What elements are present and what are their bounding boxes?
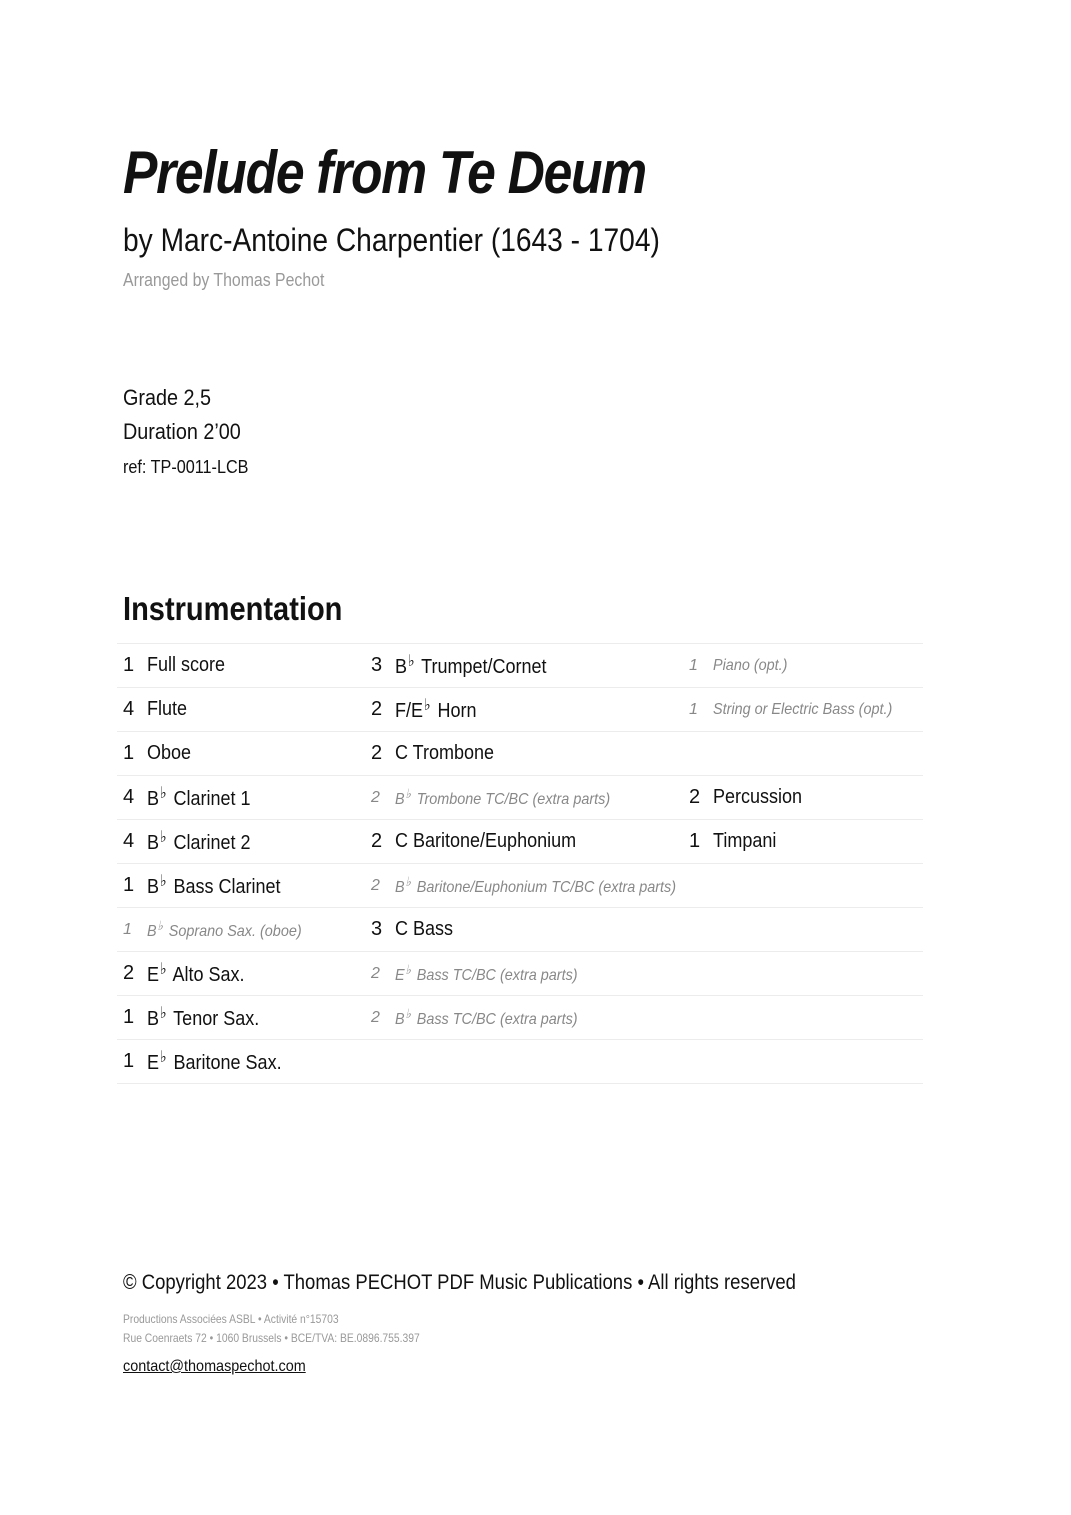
part-entry	[371, 908, 459, 951]
instrumentation-row	[117, 688, 923, 732]
instrumentation-row	[117, 820, 923, 864]
part-name: C Bass	[395, 918, 454, 940]
part-entry	[371, 644, 563, 687]
arranger-line: Arranged by Thomas Pechot	[123, 270, 325, 290]
part-entry	[123, 776, 262, 819]
instrumentation-row	[117, 908, 923, 952]
flat-sign: ♭	[159, 1049, 167, 1067]
part-name: Flute	[147, 698, 188, 720]
part-count: 1	[123, 1050, 135, 1072]
part-count: 2	[371, 788, 380, 806]
flat-sign: ♭	[405, 962, 411, 978]
instrumentation-row	[117, 1040, 923, 1084]
part-name: E♭ Bass TC/BC (extra parts)	[395, 962, 578, 984]
part-count: 1	[123, 654, 135, 676]
part-count: 1	[123, 874, 135, 896]
part-count: 2	[371, 876, 380, 894]
part-name: F/E♭ Horn	[395, 697, 477, 723]
optional-part-entry	[689, 688, 912, 731]
part-entry	[371, 688, 486, 731]
part-count: 1	[689, 656, 698, 674]
flat-sign: ♭	[405, 1006, 411, 1022]
flat-sign: ♭	[407, 653, 415, 671]
instrumentation-row	[117, 996, 923, 1040]
part-entry	[123, 1040, 297, 1083]
part-name: B♭ Clarinet 1	[147, 785, 251, 811]
piece-meta	[123, 381, 262, 478]
part-count: 4	[123, 786, 135, 808]
part-count: 2	[371, 964, 380, 982]
part-count: 2	[371, 1008, 380, 1026]
part-entry	[123, 732, 196, 775]
part-name: Piano (opt.)	[713, 656, 788, 674]
duration-text: Duration 2’00	[123, 419, 241, 444]
part-name: B♭ Clarinet 2	[147, 829, 251, 855]
reference-code: ref: TP-0011-LCB	[123, 457, 249, 477]
part-entry	[123, 996, 272, 1039]
composer-line: by Marc-Antoine Charpentier (1643 - 1704)	[123, 222, 660, 258]
part-count: 2	[371, 830, 383, 852]
part-name: B♭ Bass Clarinet	[147, 873, 281, 899]
address-line-2: Rue Coenraets 72 • 1060 Brussels • BCE/TVA: BE.0896.755.397	[123, 1331, 420, 1345]
part-count: 1	[689, 700, 698, 718]
flat-sign: ♭	[159, 873, 167, 891]
part-count: 2	[371, 742, 383, 764]
part-count: 4	[123, 698, 135, 720]
part-name: B♭ Tenor Sax.	[147, 1005, 260, 1031]
grade-text: Grade 2,5	[123, 385, 212, 410]
part-count: 2	[123, 962, 135, 984]
flat-sign: ♭	[159, 829, 167, 847]
part-count: 1	[689, 830, 701, 852]
part-entry	[689, 776, 812, 819]
page-title: Prelude from Te Deum	[123, 139, 646, 206]
part-count: 2	[689, 786, 701, 808]
part-entry	[123, 952, 255, 995]
flat-sign: ♭	[405, 786, 411, 802]
instrumentation-table	[117, 643, 923, 1084]
part-name: B♭ Trumpet/Cornet	[395, 653, 547, 679]
part-entry	[123, 644, 234, 687]
part-name: Percussion	[713, 786, 803, 808]
part-name: Full score	[147, 654, 226, 676]
part-count: 1	[123, 920, 132, 938]
part-count: 4	[123, 830, 135, 852]
publisher-address	[123, 1310, 420, 1348]
part-name: E♭ Baritone Sax.	[147, 1049, 282, 1075]
part-count: 1	[123, 742, 135, 764]
part-name: B♭ Trombone TC/BC (extra parts)	[395, 786, 611, 808]
part-name: B♭ Baritone/Euphonium TC/BC (extra parts)	[395, 874, 677, 896]
instrumentation-heading: Instrumentation	[123, 590, 343, 627]
part-entry	[371, 732, 505, 775]
part-name: E♭ Alto Sax.	[147, 961, 245, 987]
instrumentation-row	[117, 952, 923, 996]
optional-part-entry	[371, 996, 598, 1039]
part-name: B♭ Bass TC/BC (extra parts)	[395, 1006, 578, 1028]
optional-part-entry	[371, 952, 598, 995]
part-entry	[123, 820, 262, 863]
part-entry	[123, 688, 191, 731]
contact-email-link[interactable]: contact@thomaspechot.com	[123, 1358, 306, 1375]
part-count: 3	[371, 918, 383, 940]
instrumentation-row	[117, 732, 923, 776]
part-count: 3	[371, 654, 383, 676]
flat-sign: ♭	[159, 961, 167, 979]
part-name: B♭ Soprano Sax. (oboe)	[147, 918, 302, 940]
copyright-notice: © Copyright 2023 • Thomas PECHOT PDF Music Publications • All rights reserved	[123, 1271, 796, 1294]
address-line-1: Productions Associées ASBL • Activité n°15703	[123, 1312, 339, 1326]
part-entry	[123, 864, 295, 907]
optional-part-entry	[689, 644, 796, 687]
part-count: 1	[123, 1006, 135, 1028]
part-name: Timpani	[713, 830, 777, 852]
optional-part-entry	[371, 864, 707, 907]
part-name: String or Electric Bass (opt.)	[713, 700, 893, 718]
instrumentation-row	[117, 864, 923, 908]
part-count: 2	[371, 698, 383, 720]
flat-sign: ♭	[157, 918, 163, 934]
part-entry	[689, 820, 783, 863]
optional-part-entry	[371, 776, 634, 819]
instrumentation-row	[117, 776, 923, 820]
flat-sign: ♭	[159, 1005, 167, 1023]
instrumentation-row	[117, 644, 923, 688]
flat-sign: ♭	[159, 785, 167, 803]
part-entry	[371, 820, 596, 863]
part-name: Oboe	[147, 742, 192, 764]
flat-sign: ♭	[423, 697, 431, 715]
part-name: C Baritone/Euphonium	[395, 830, 577, 852]
flat-sign: ♭	[405, 874, 411, 890]
part-name: C Trombone	[395, 742, 495, 764]
optional-part-entry	[123, 908, 319, 951]
